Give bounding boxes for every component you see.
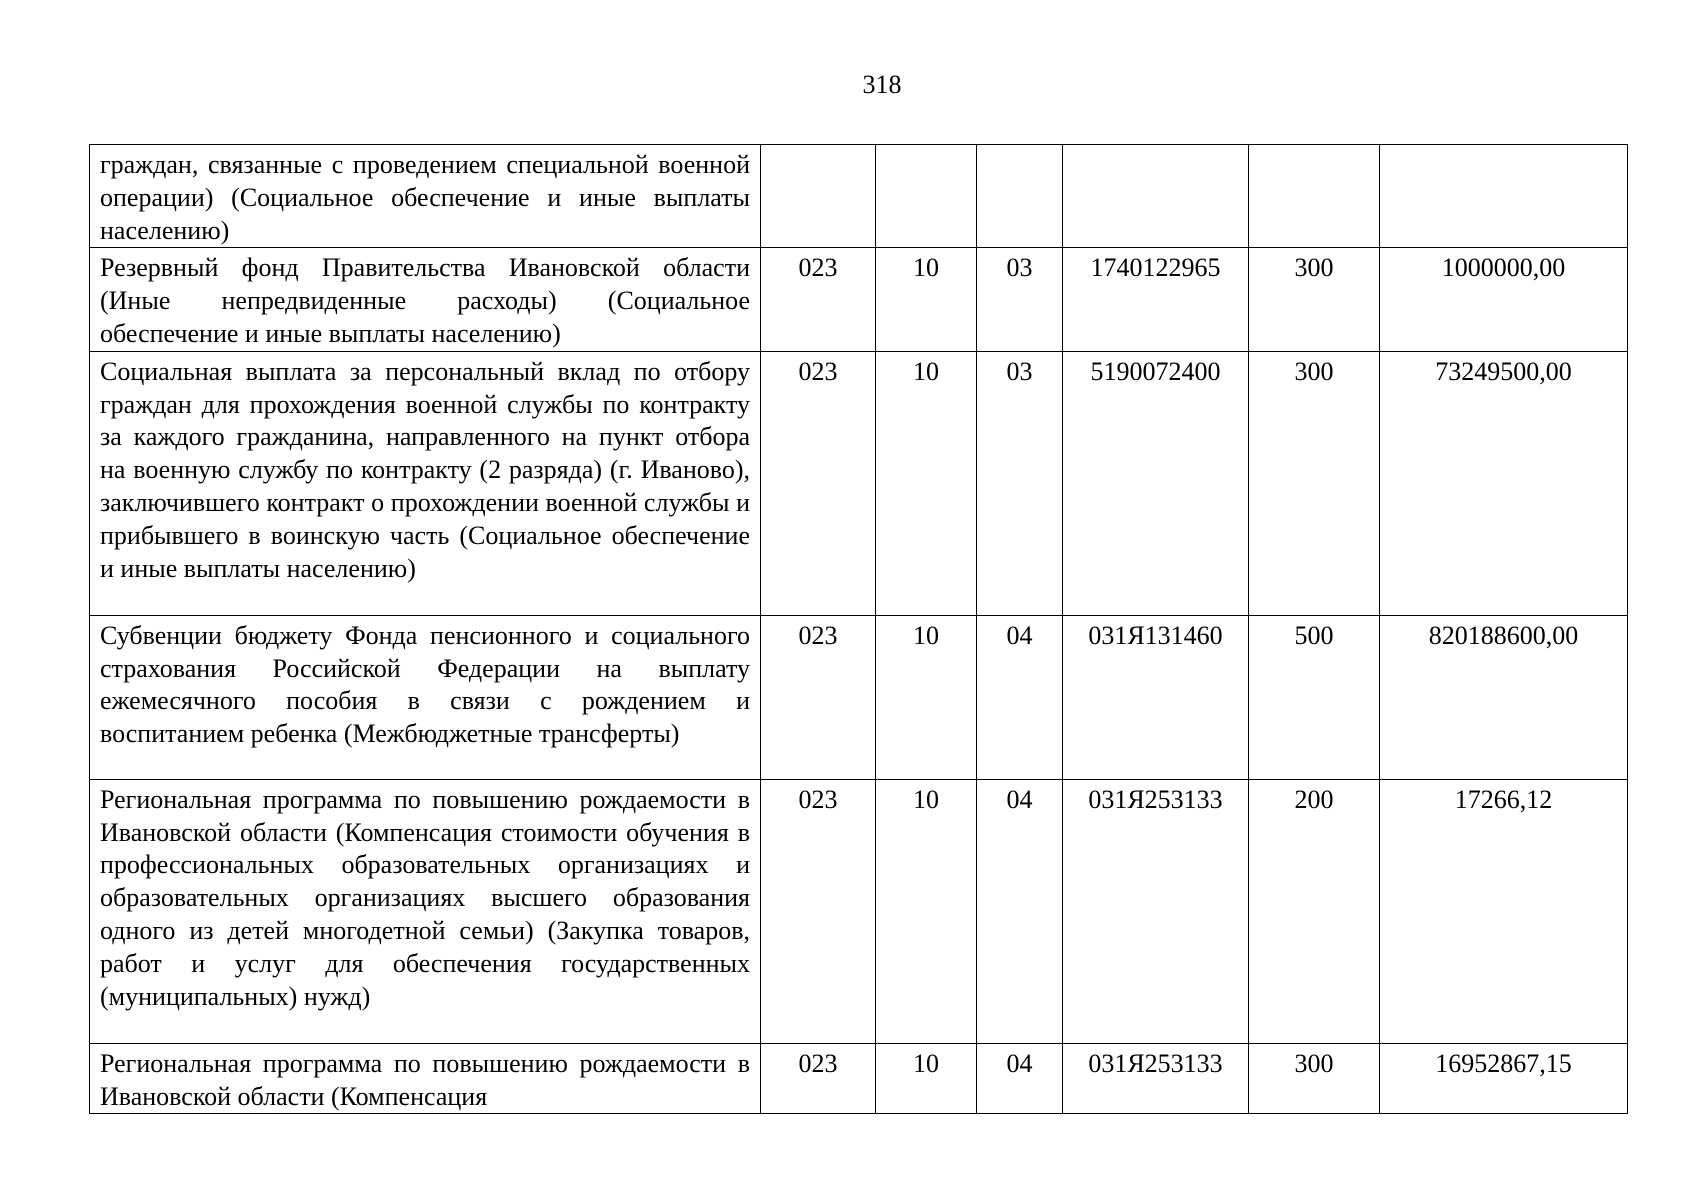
row-description: Социальная выплата за персональный вклад по отбору граждан для прохождения военной службы по контракту за каждого гражданина, направленного на пункт отбора на военную службу по контракту (2 разряда) (г. Иваново), заключившего контракт о прохождении военной службы и прибывшего в воинскую часть (Социальное обеспечение и иные выплаты населению) [90,351,761,615]
ministry-code: 023 [761,248,876,351]
row-description: Региональная программа по повышению рождаемости в Ивановской области (Компенсация [90,1043,761,1114]
expense-type-code: 300 [1249,351,1380,615]
page-number: 318 [862,70,902,99]
ministry-code: 023 [761,779,876,1043]
row-description: Резервный фонд Правительства Ивановской области (Иные непредвиденные расходы) (Социальное обеспечение и иные выплаты населению) [90,248,761,351]
row-description: Региональная программа по повышению рождаемости в Ивановской области (Компенсация стоимости обучения в профессиональных образовательных организациях и образовательных организациях высшего образования одного из детей многодетной семьи) (Закупка товаров, работ и услуг для обеспечения государственных (муниципальных) нужд) [90,779,761,1043]
row-description: Субвенции бюджету Фонда пенсионного и социального страхования Российской Федерации на выплату ежемесячного пособия в связи с рождением и воспитанием ребенка (Межбюджетные трансферты) [90,615,761,779]
ministry-code [761,145,876,248]
amount-value: 73249500,00 [1380,351,1628,615]
target-article-code: 1740122965 [1063,248,1249,351]
target-article-code: 031Я253133 [1063,779,1249,1043]
target-article-code: 5190072400 [1063,351,1249,615]
table-row [90,779,1628,1043]
amount-value: 16952867,15 [1380,1043,1628,1114]
ministry-code: 023 [761,615,876,779]
subsection-code: 04 [977,615,1063,779]
table-row [90,1043,1628,1114]
section-code: 10 [876,248,977,351]
subsection-code: 03 [977,248,1063,351]
target-article-code: 031Я131460 [1063,615,1249,779]
section-code: 10 [876,1043,977,1114]
ministry-code: 023 [761,1043,876,1114]
target-article-code: 031Я253133 [1063,1043,1249,1114]
table-row [90,615,1628,779]
subsection-code [977,145,1063,248]
target-article-code [1063,145,1249,248]
expense-type-code: 500 [1249,615,1380,779]
subsection-code: 03 [977,351,1063,615]
subsection-code: 04 [977,1043,1063,1114]
amount-value: 820188600,00 [1380,615,1628,779]
section-code: 10 [876,779,977,1043]
budget-table [89,144,1628,1114]
expense-type-code: 300 [1249,248,1380,351]
table-row [90,145,1628,248]
amount-value: 17266,12 [1380,779,1628,1043]
expense-type-code [1249,145,1380,248]
table-row [90,351,1628,615]
expense-type-code: 200 [1249,779,1380,1043]
amount-value: 1000000,00 [1380,248,1628,351]
row-description: граждан, связанные с проведением специальной военной операции) (Социальное обеспечение и иные выплаты населению) [90,145,761,248]
section-code: 10 [876,351,977,615]
ministry-code: 023 [761,351,876,615]
subsection-code: 04 [977,779,1063,1043]
section-code: 10 [876,615,977,779]
amount-value [1380,145,1628,248]
expense-type-code: 300 [1249,1043,1380,1114]
section-code [876,145,977,248]
table-row [90,248,1628,351]
